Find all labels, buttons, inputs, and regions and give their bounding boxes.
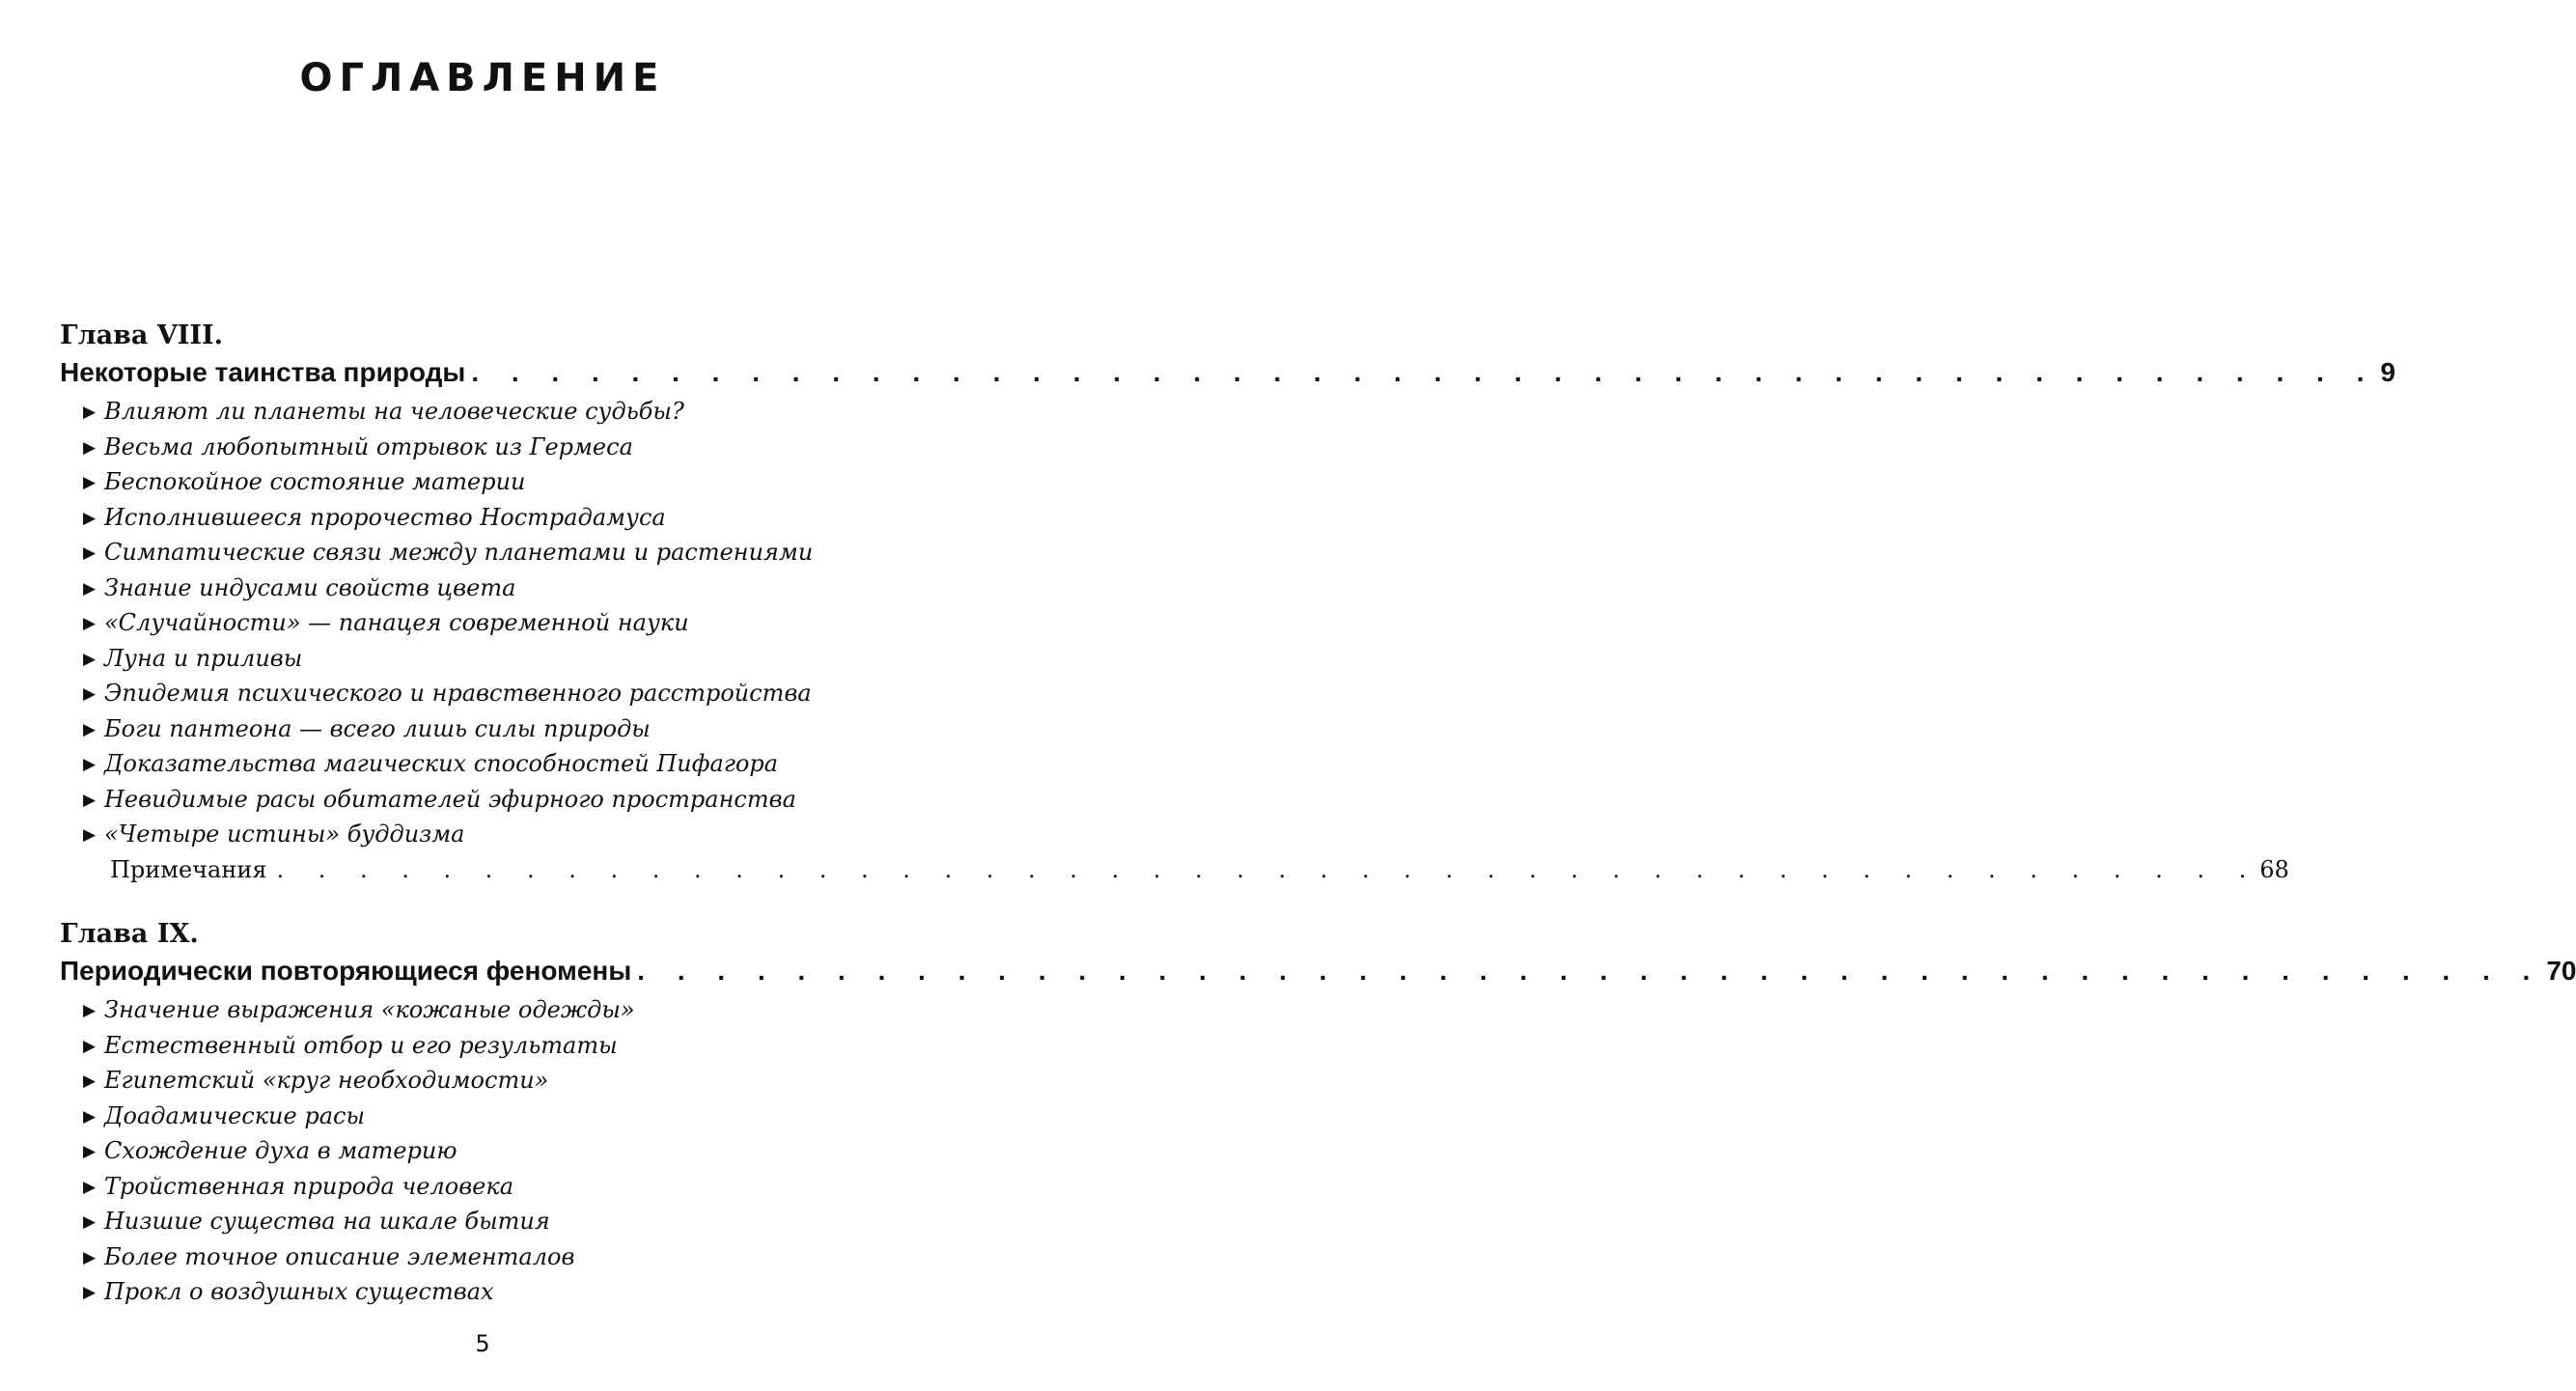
chapter-label: Глава IX. — [60, 919, 199, 949]
triangle-bullet-icon: ▶ — [83, 790, 97, 810]
topic-item — [83, 605, 898, 641]
topic-item — [83, 1204, 898, 1239]
topic-item — [83, 500, 898, 536]
topic-text: Беспокойное состояние материи — [104, 468, 526, 495]
topic-list — [60, 992, 898, 1310]
dot-leader: . . . . . . . . . . . . . . . . . . . . . . . . . . . . . . . . . . . . . . . . . . . . . . . . — [276, 855, 2260, 883]
triangle-bullet-icon: ▶ — [83, 578, 97, 598]
notes-label[interactable]: Примечания — [110, 855, 267, 883]
topic-text: Прокл о воздушных существах — [104, 1278, 494, 1305]
topic-item — [83, 817, 898, 852]
topic-text: «Четыре истины» буддизма — [104, 821, 465, 848]
chapter-label: Глава VIII. — [60, 320, 224, 350]
chapter-section — [60, 319, 2396, 887]
topic-item — [83, 1239, 898, 1275]
triangle-bullet-icon: ▶ — [83, 755, 97, 774]
triangle-bullet-icon: ▶ — [83, 684, 97, 704]
topic-text: Эпидемия психического и нравственного расстройства — [104, 680, 812, 707]
triangle-bullet-icon: ▶ — [83, 614, 97, 633]
topic-text: Значение выражения «кожаные одежды» — [104, 996, 635, 1023]
dot-leader: . . . . . . . . . . . . . . . . . . . . . . . . . . . . . . . . . . . . . . . . . . . . . . . . — [637, 956, 2543, 986]
topic-text: Доказательства магических способностей Пифагора — [104, 750, 779, 777]
triangle-bullet-icon: ▶ — [83, 649, 97, 669]
topic-item — [83, 641, 898, 677]
chapter-page-number[interactable]: 70 — [2546, 956, 2576, 986]
topic-text: Доадамические расы — [104, 1101, 365, 1129]
topic-item — [83, 1063, 898, 1099]
triangle-bullet-icon: ▶ — [83, 1036, 97, 1056]
topic-item — [83, 1274, 898, 1310]
topic-item — [83, 746, 898, 782]
topic-item — [83, 535, 898, 570]
page-number: 5 — [475, 1330, 490, 1357]
topic-text: Влияют ли планеты на человеческие судьбы? — [104, 398, 684, 425]
triangle-bullet-icon: ▶ — [83, 1142, 97, 1161]
triangle-bullet-icon: ▶ — [83, 473, 97, 492]
triangle-bullet-icon: ▶ — [83, 403, 97, 422]
chapter-page-number[interactable]: 9 — [2380, 357, 2396, 387]
triangle-bullet-icon: ▶ — [83, 719, 97, 739]
topic-item — [83, 782, 898, 818]
topic-text: «Случайности» — панацея современной науки — [104, 609, 689, 636]
topic-item — [83, 1169, 898, 1205]
chapter-title[interactable]: Периодически повторяющиеся феномены — [60, 956, 632, 986]
triangle-bullet-icon: ▶ — [83, 543, 97, 563]
topic-item — [83, 430, 898, 465]
chapter-title-row[interactable] — [60, 353, 2396, 392]
topic-text: Схождение духа в материю — [104, 1137, 457, 1164]
triangle-bullet-icon: ▶ — [83, 1106, 97, 1127]
topic-list — [60, 394, 898, 852]
triangle-bullet-icon: ▶ — [83, 508, 97, 528]
topic-item — [83, 676, 898, 711]
chapter-title[interactable]: Некоторые таинства природы — [60, 357, 466, 387]
topic-item — [83, 394, 898, 430]
triangle-bullet-icon: ▶ — [83, 1071, 97, 1091]
topic-text: Низшие существа на шкале бытия — [104, 1208, 550, 1235]
triangle-bullet-icon: ▶ — [83, 1212, 97, 1232]
topic-item — [83, 464, 898, 500]
topic-text: Естественный отбор и его результаты — [104, 1031, 618, 1059]
topic-item — [83, 711, 898, 747]
topic-text: Невидимые расы обитателей эфирного пространства — [104, 785, 796, 813]
triangle-bullet-icon: ▶ — [83, 1001, 97, 1020]
triangle-bullet-icon: ▶ — [83, 1177, 97, 1197]
notes-page-number[interactable]: 68 — [2259, 855, 2289, 883]
topic-item — [83, 1099, 898, 1134]
topic-text: Более точное описание элементалов — [104, 1242, 575, 1270]
chapter-title-row[interactable] — [60, 952, 2576, 990]
topic-text: Исполнившееся пророчество Нострадамуса — [104, 503, 666, 531]
chapter-section — [60, 917, 2576, 1310]
topic-item — [83, 1028, 898, 1064]
topic-item — [83, 1133, 898, 1169]
notes-row[interactable] — [60, 852, 2289, 887]
triangle-bullet-icon: ▶ — [83, 437, 97, 458]
topic-text: Симпатические связи между планетами и растениями — [104, 539, 814, 566]
dot-leader: . . . . . . . . . . . . . . . . . . . . . . . . . . . . . . . . . . . . . . . . . . . . . . . . — [471, 357, 2377, 387]
topic-text: Тройственная природа человека — [104, 1172, 514, 1200]
topic-text: Боги пантеона — всего лишь силы природы — [104, 714, 651, 742]
page-title: ОГЛАВЛЕНИЕ — [299, 56, 666, 100]
triangle-bullet-icon: ▶ — [83, 1247, 97, 1267]
topic-text: Весьма любопытный отрывок из Гермеса — [104, 432, 633, 460]
topic-text: Луна и приливы — [104, 644, 303, 672]
topic-text: Египетский «круг необходимости» — [104, 1067, 549, 1094]
triangle-bullet-icon: ▶ — [83, 825, 97, 845]
topic-item — [83, 992, 898, 1028]
topic-item — [83, 570, 898, 606]
topic-text: Знание индусами свойств цвета — [104, 573, 516, 601]
triangle-bullet-icon: ▶ — [83, 1283, 97, 1302]
